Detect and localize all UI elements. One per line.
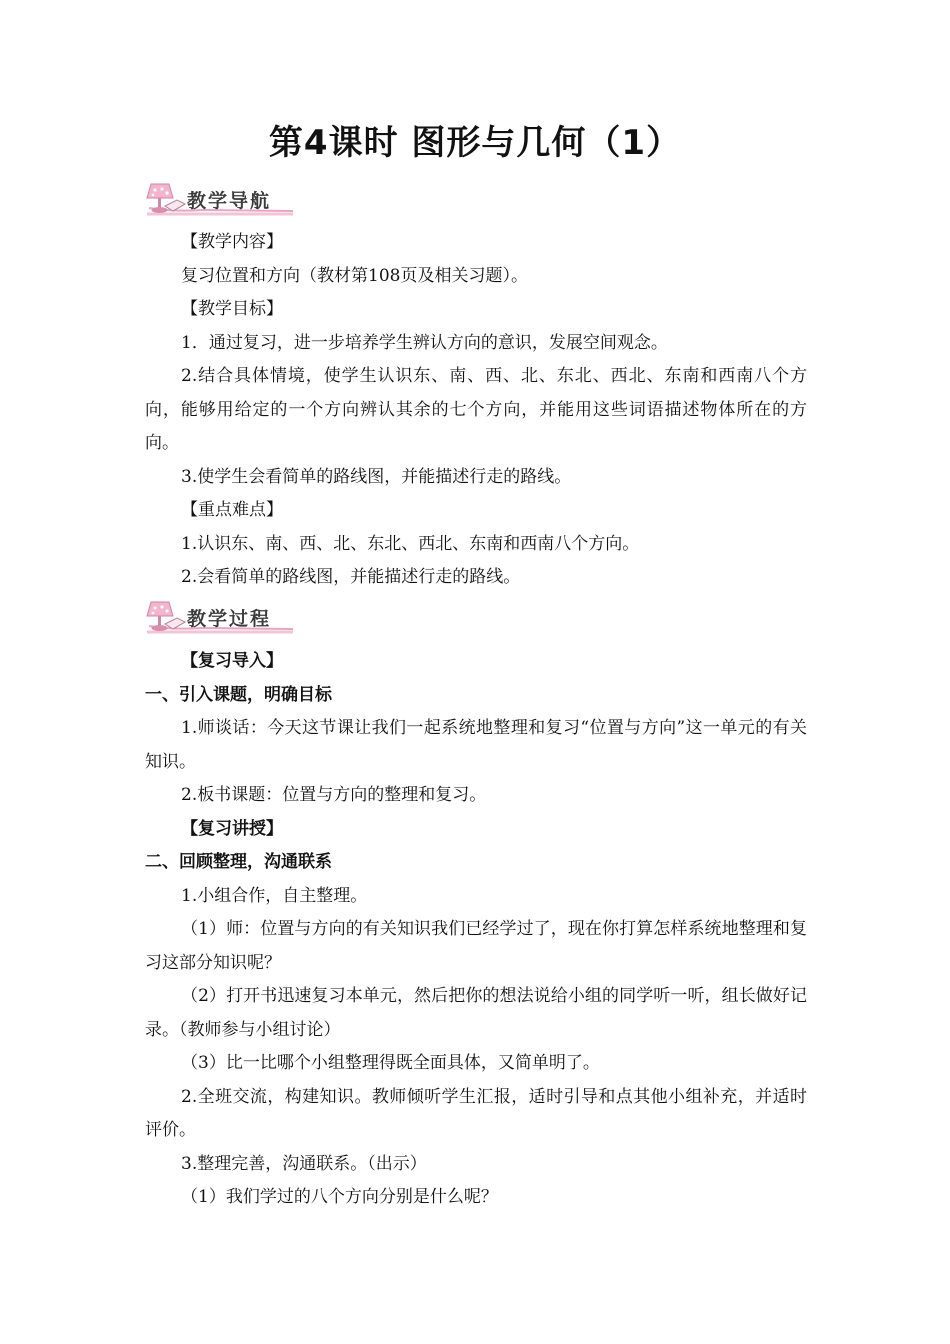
s2-paragraph-1: 1.小组合作，自主整理。 [181, 885, 368, 906]
s2-paragraph-6: 3.整理完善，沟通联系。（出示） [181, 1153, 427, 1174]
s1-paragraph-1: 1.师谈话：今天这节课让我们一起系统地整理和复习“位置与方向”这一单元的有关知识。 [145, 718, 807, 772]
key-heading: 【重点难点】 [181, 500, 283, 520]
teaching-process-banner [143, 598, 293, 642]
review-intro-heading: 【复习导入】 [181, 651, 283, 671]
teaching-nav-banner [143, 180, 293, 224]
key-1: 1.认识东、南、西、北、东北、西北、东南和西南八个方向。 [181, 533, 640, 554]
goal-1: 1．通过复习，进一步培养学生辨认方向的意识，发展空间观念。 [181, 332, 668, 353]
teaching-process-label: 教学过程 [187, 608, 272, 630]
content-text: 复习位置和方向（教材第108页及相关习题）。 [181, 265, 528, 286]
s2-paragraph-4: （3）比一比哪个小组整理得既全面具体，又简单明了。 [181, 1053, 600, 1073]
content-heading: 【教学内容】 [181, 232, 283, 252]
s2-paragraph-5: 2.全班交流，构建知识。教师倾听学生汇报，适时引导和点其他小组补充，并适时评价。 [145, 1086, 807, 1140]
section-2-title: 二、回顾整理，沟通联系 [145, 852, 332, 872]
goal-2: 2.结合具体情境，使学生认识东、南、西、北、东北、西北、东南和西南八个方向，能够用给定的一个方向辨认其余的七个方向，并能用这些词语描述物体所在的方向。 [145, 366, 807, 453]
teaching-nav-section [145, 226, 807, 595]
goal-3: 3.使学生会看简单的路线图，并能描述行走的路线。 [181, 466, 572, 487]
goals-heading: 【教学目标】 [181, 299, 283, 319]
page-title: 第4课时 图形与几何（1） [268, 123, 682, 163]
review-teach-heading: 【复习讲授】 [181, 818, 283, 839]
s1-paragraph-2: 2.板书课题：位置与方向的整理和复习。 [181, 785, 487, 805]
s2-paragraph-2: （1）师：位置与方向的有关知识我们已经学过了，现在你打算怎样系统地整理和复习这部分知识呢？ [145, 919, 807, 973]
teaching-process-section [145, 645, 807, 1215]
s2-paragraph-3: （2）打开书迅速复习本单元，然后把你的想法说给小组的同学听一听，组长做好记录。（教师参与小组讨论） [145, 986, 807, 1040]
section-1-title: 一、引入课题，明确目标 [145, 684, 332, 705]
s2-paragraph-7: （1）我们学过的八个方向分别是什么呢？ [181, 1187, 498, 1207]
teaching-nav-label: 教学导航 [187, 190, 272, 212]
key-2: 2.会看简单的路线图，并能描述行走的路线。 [181, 567, 521, 587]
